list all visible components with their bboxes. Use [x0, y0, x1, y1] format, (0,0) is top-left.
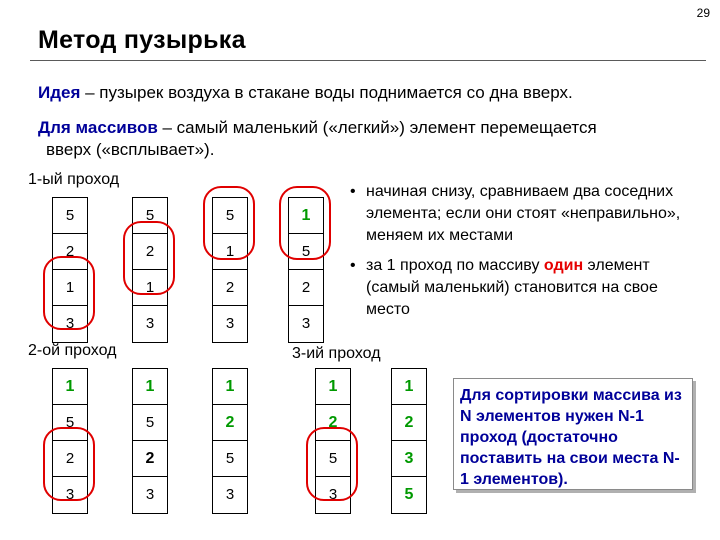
array-cell: 3: [225, 486, 235, 503]
bullet-item: [348, 181, 688, 247]
arrays-paragraph: [38, 117, 708, 161]
array-cell: 5: [404, 486, 414, 503]
array-cell: 2: [133, 441, 167, 477]
array-cell: 1: [133, 369, 167, 405]
array-cell: 2: [133, 234, 167, 270]
array-cell: 1: [133, 270, 167, 306]
idea-text: – пузырек воздуха в стакане воды поднимается со дна вверх.: [80, 83, 573, 102]
array-cell: 3: [328, 486, 338, 503]
array-cell: 5: [213, 441, 247, 477]
pass2-label: 2-ой проход: [28, 342, 117, 359]
pass2-column-3: [212, 368, 248, 514]
arrays-line2: вверх («всплывает»).: [46, 140, 215, 159]
array-cell: 3: [392, 441, 426, 477]
slide-title: Метод пузырька: [38, 26, 246, 54]
array-cell: 3: [145, 315, 155, 332]
pass1-label: 1-ый проход: [28, 171, 120, 188]
bullet-text-pre: за 1 проход по массиву: [366, 257, 544, 274]
bullet-text: начиная снизу, сравниваем два соседних элемента; если они стоят «неправильно», меняем их местами: [366, 183, 681, 244]
compare-ring: [279, 186, 331, 260]
array-cell: 5: [289, 234, 323, 270]
array-cell: 2: [289, 270, 323, 306]
array-cell: 3: [301, 315, 311, 332]
pass2-column-2: [132, 368, 168, 514]
compare-ring: [203, 186, 255, 260]
array-cell: 5: [53, 198, 87, 234]
array-cell: 3: [225, 315, 235, 332]
array-cell: 3: [145, 486, 155, 503]
idea-term: Идея: [38, 83, 81, 102]
array-cell: 5: [213, 198, 247, 234]
array-cell: 1: [392, 369, 426, 405]
array-cell: 1: [213, 369, 247, 405]
compare-ring: [123, 221, 175, 295]
pass3-label: 3-ий проход: [292, 345, 381, 362]
array-cell: 1: [213, 234, 247, 270]
idea-paragraph: [38, 82, 573, 104]
array-cell: 5: [133, 198, 167, 234]
array-cell: 5: [316, 441, 350, 477]
array-cell: 5: [53, 405, 87, 441]
array-cell: 2: [316, 405, 350, 441]
array-cell: 5: [133, 405, 167, 441]
bullet-list: [348, 181, 688, 329]
array-cell: 2: [53, 234, 87, 270]
array-cell: 3: [65, 315, 75, 332]
summary-note: Для сортировки массива из N элементов нужен N-1 проход (достаточно поставить на свои места N-1 элементов).: [453, 378, 693, 490]
array-cell: 2: [213, 405, 247, 441]
array-cell: 1: [53, 369, 87, 405]
bullet-icon: •: [350, 257, 356, 274]
array-cell: 1: [316, 369, 350, 405]
array-cell: 2: [53, 441, 87, 477]
compare-ring: [306, 427, 358, 501]
compare-ring: [43, 256, 95, 330]
bullet-accent-word: один: [543, 257, 584, 274]
compare-ring: [43, 427, 95, 501]
array-cell: 2: [392, 405, 426, 441]
array-cell: 1: [53, 270, 87, 306]
title-divider: [30, 60, 706, 61]
bullet-item: [348, 255, 688, 321]
pass3-column-2: [391, 368, 427, 514]
page-number: 29: [696, 6, 710, 20]
array-cell: 3: [65, 486, 75, 503]
arrays-line1: – самый маленький («легкий») элемент перемещается: [157, 118, 597, 137]
bullet-text-post: элемент (самый маленький) становится на свое место: [366, 257, 658, 318]
bullet-icon: •: [350, 183, 356, 200]
array-cell: 1: [289, 198, 323, 234]
arrays-term: Для массивов: [38, 118, 158, 137]
array-cell: 2: [213, 270, 247, 306]
